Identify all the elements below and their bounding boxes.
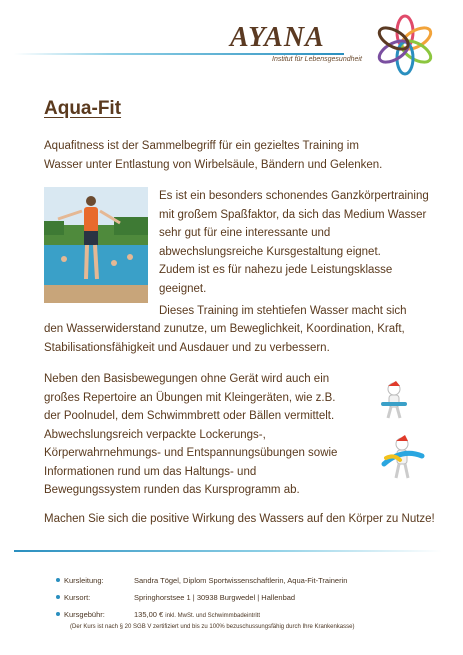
bullet-icon xyxy=(56,612,60,616)
info-value: Sandra Tögel, Diplom Sportwissenschaftlerin, Aqua-Fit-Trainerin xyxy=(134,576,348,585)
bullet-icon xyxy=(56,595,60,599)
bullet-icon xyxy=(56,578,60,582)
info-value: Springhorstsee 1 | 30938 Burgwedel | Hallenbad xyxy=(134,593,296,602)
info-value-suffix: inkl. MwSt. und Schwimmbadeintritt xyxy=(165,613,260,619)
info-label: Kursort: xyxy=(64,593,91,602)
aqua-fit-photo xyxy=(44,187,148,303)
info-row-kursgebuehr xyxy=(64,610,260,619)
benefits-paragraph-rest: den Wasserwiderstand zunutze, um Beweglichkeit, Koordination, Kraft, Stabilisationsfähigkeit und Ausdauer und zu verbessern. xyxy=(44,323,405,354)
flower-logo-icon xyxy=(372,12,438,78)
closing-statement: Machen Sie sich die positive Wirkung des Wassers auf den Körper zu Nutze! xyxy=(44,513,435,525)
info-row-kursort xyxy=(64,593,295,602)
info-label: Kursleitung: xyxy=(64,576,104,585)
intro-paragraph: Aquafitness ist der Sammelbegriff für ein gezieltes Training im Wasser unter Entlastung von Wirbelsäule, Bändern und Gelenken. xyxy=(44,140,383,171)
info-row-kursleitung xyxy=(64,576,347,585)
info-label: Kursgebühr: xyxy=(64,610,105,619)
certification-note: (Der Kurs ist nach § 20 SGB V zertifiziert und bis zu 100% bezuschussungsfähig durch Ihre Krankenkasse) xyxy=(70,624,355,630)
logo-wordmark: AYANA xyxy=(230,22,325,53)
swimmer-figure-icon xyxy=(378,380,410,420)
swimmer-noodle-icon xyxy=(380,434,426,480)
footer-divider xyxy=(14,550,442,552)
program-paragraph: Neben den Basisbewegungen ohne Gerät wird auch ein großes Repertoire an Übungen mit Kleingeräten, wie z.B. der Poolnudel, dem Schwimmbrett oder Bällen vermittelt. Abwechslungsreich verpackte Lockerungs-, Körperwahrnehmungs- und Entspannungsübungen sowie Informationen rund um das Haltungs- und Bewegungssystem runden das Kursprogramm ab. xyxy=(44,373,338,496)
logo-subtitle: Institut für Lebensgesundheit xyxy=(272,56,362,63)
info-value: 135,00 € xyxy=(134,610,164,619)
benefits-paragraph-line1: Dieses Training im stehtiefen Wasser macht sich xyxy=(159,305,407,317)
training-description-paragraph: Es ist ein besonders schonendes Ganzkörpertraining mit großem Spaßfaktor, da sich das Medium Wasser sehr gut für eine interessante und abwechslungsreiche Kursgestaltung eignet. Zudem ist es für nahezu jede Leistungsklasse geeignet. xyxy=(159,190,429,295)
page-title: Aqua-Fit xyxy=(44,98,122,119)
